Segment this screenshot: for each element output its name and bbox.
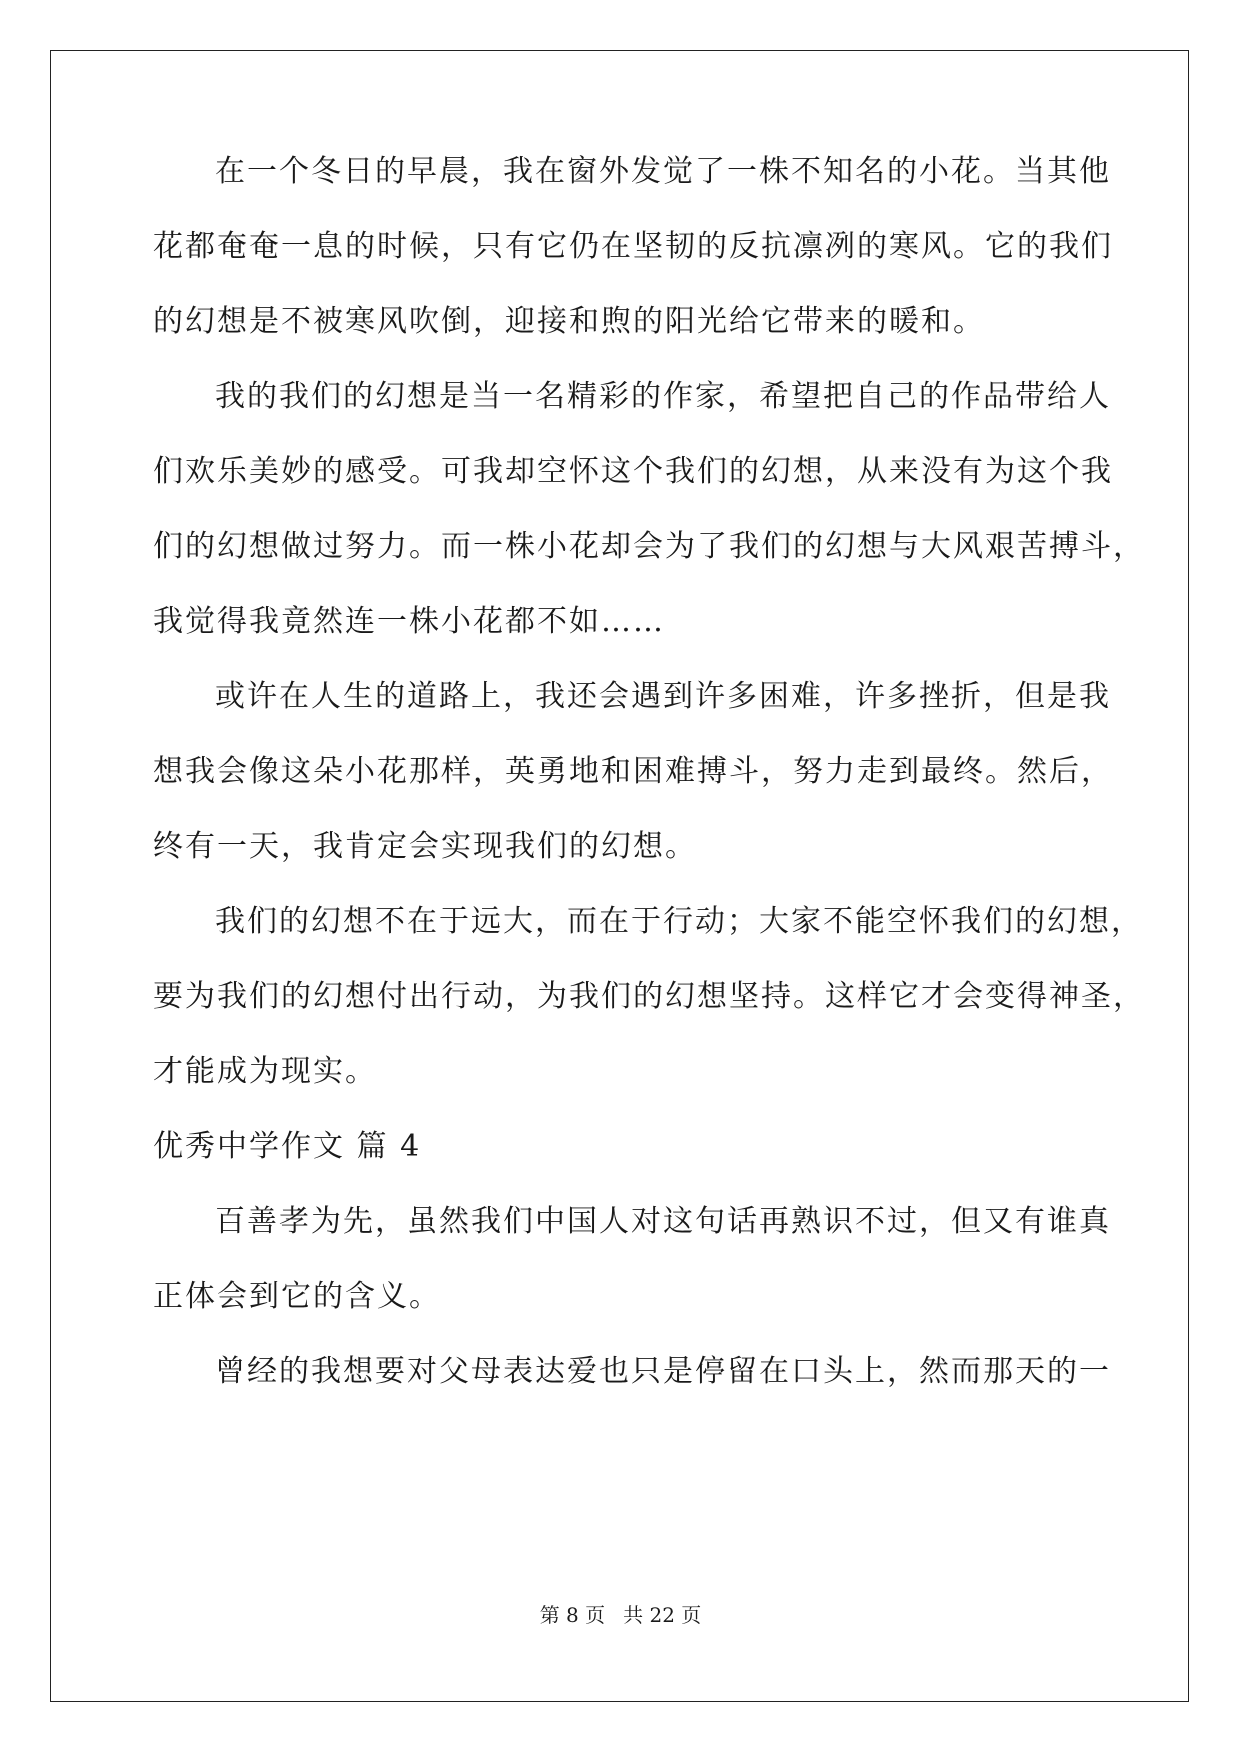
paragraph-4-line-3: 才能成为现实。: [153, 1054, 377, 1089]
paragraph-5-line-1: 百善孝为先，虽然我们中国人对这句话再熟识不过，但又有谁真: [215, 1204, 1111, 1239]
paragraph-6-line-1: 曾经的我想要对父母表达爱也只是停留在口头上，然而那天的一: [215, 1354, 1111, 1389]
paragraph-2-line-1: 我的我们的幻想是当一名精彩的作家，希望把自己的作品带给人: [215, 379, 1111, 414]
paragraph-2-line-4: 我觉得我竟然连一株小花都不如……: [153, 604, 665, 639]
paragraph-2-line-2: 们欢乐美妙的感受。可我却空怀这个我们的幻想，从来没有为这个我: [153, 454, 1113, 489]
paragraph-5-line-2: 正体会到它的含义。: [153, 1279, 441, 1314]
paragraph-4-line-1: 我们的幻想不在于远大，而在于行动；大家不能空怀我们的幻想，: [215, 904, 1143, 939]
paragraph-3-line-3: 终有一天，我肯定会实现我们的幻想。: [153, 829, 697, 864]
paragraph-2-line-3: 们的幻想做过努力。而一株小花却会为了我们的幻想与大风艰苦搏斗，: [153, 529, 1145, 564]
paragraph-4-line-2: 要为我们的幻想付出行动，为我们的幻想坚持。这样它才会变得神圣，: [153, 979, 1145, 1014]
paragraph-1-line-3: 的幻想是不被寒风吹倒，迎接和煦的阳光给它带来的暖和。: [153, 304, 985, 339]
paragraph-3-line-2: 想我会像这朵小花那样，英勇地和困难搏斗，努力走到最终。然后，: [153, 754, 1113, 789]
page-frame: [50, 50, 1189, 1702]
paragraph-1-line-1: 在一个冬日的早晨，我在窗外发觉了一株不知名的小花。当其他: [215, 154, 1111, 189]
total-pages: 共 22 页: [623, 1603, 702, 1627]
page-footer: [0, 1602, 1241, 1628]
section-heading: 优秀中学作文 篇 4: [153, 1129, 422, 1164]
page-number: 第 8 页: [539, 1603, 606, 1627]
paragraph-3-line-1: 或许在人生的道路上，我还会遇到许多困难，许多挫折，但是我: [215, 679, 1111, 714]
paragraph-1-line-2: 花都奄奄一息的时候，只有它仍在坚韧的反抗凛冽的寒风。它的我们: [153, 229, 1113, 264]
